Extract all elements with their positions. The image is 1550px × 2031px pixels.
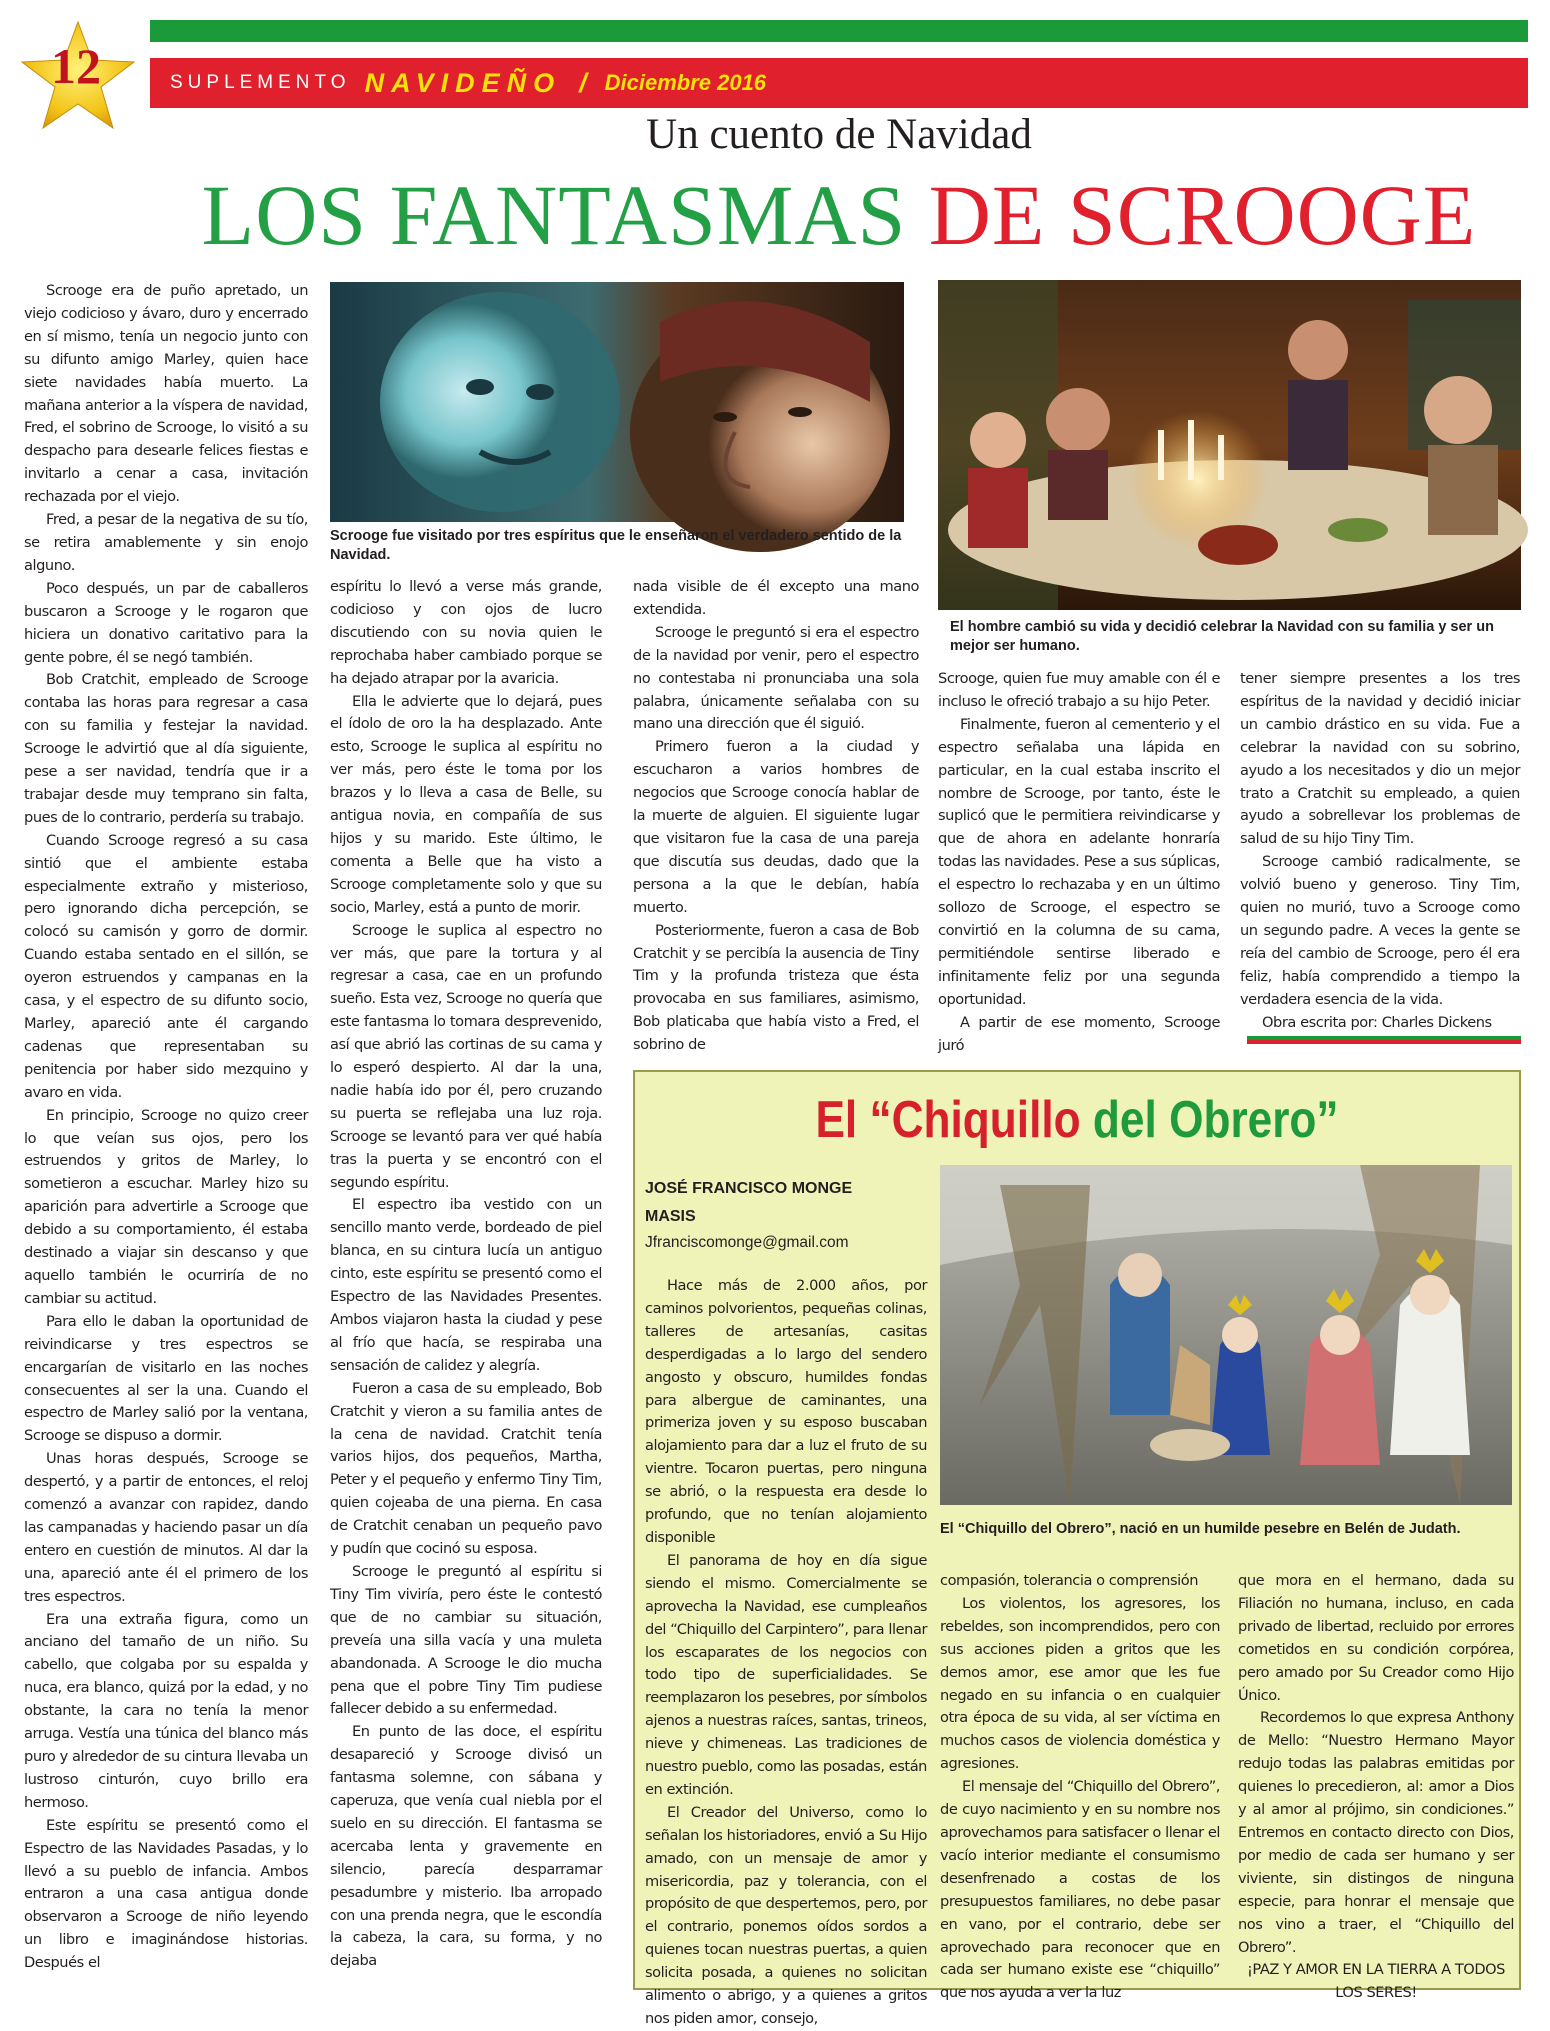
box-title <box>700 1080 1455 1160</box>
box-title-open: El “ <box>815 1091 892 1149</box>
photo-nativity-caption: El “Chiquillo del Obrero”, nació en un humilde pesebre en Belén de Judath. <box>940 1521 1461 1537</box>
article-column-4 <box>938 668 1220 1057</box>
paragraph: El mensaje del “Chiquillo del Obrero”, de cuyo nacimiento y en su nombre nos aprovechamos para satisfacer o llenar el vacío interior mediante el consumismo desenfrenado a costas de los presupuestos familiares, no debe pasar en vano, por el contrario, debe ser aprovechado para reconocer que en cada ser humano existe ese “chiquillo” que nos ayuda a ver la luz <box>940 1778 1220 2002</box>
paragraph: Obra escrita por: Charles Dickens <box>1262 1013 1492 1031</box>
section-name: NAVIDEÑO <box>364 67 562 98</box>
paragraph: Cuando Scrooge regresó a su casa sintió que el ambiente estaba especialmente extraño y misterioso, pero ignorando dicha percepción, se colocó su camisón y gorro de dormir. Cuando estaba sentado en el sillón, se oyeron estruendos y campanas en la casa, y el espectro de su difunto socio, Marley, apareció ante él cargando cadenas que representaban su penitencia por haber sido mezquino y avaro en vida. <box>24 831 308 1101</box>
closing-line: ¡PAZ Y AMOR EN LA TIERRA A TODOS LOS SERES! <box>1247 1961 1505 2002</box>
photo-dinner-caption: El hombre cambió su vida y decidió celebrar la Navidad con su familia y ser un mejor ser humano. <box>950 619 1494 654</box>
paragraph: El espectro iba vestido con un sencillo manto verde, bordeado de piel blanca, en su cintura lucía un antiguo cinto, este espíritu se presentó como el Espectro de las Navidades Presentes. Ambos viajaron hasta la ciudad y pese al frío que hacía, se respiraba una sensación de calidez y alegría. <box>330 1196 602 1374</box>
photo-ghost-scrooge <box>330 282 904 522</box>
header-white-bar <box>150 42 1528 58</box>
paragraph: Scrooge cambió radicalmente, se volvió bueno y generoso. Tiny Tim, quien no murió, tuvo a Scrooge como un segundo padre. A veces la gente se reía del cambio de Scrooge, pero él era feliz, había comprendido a tiempo la verdadera esencia de la vida. <box>1240 853 1520 1008</box>
photo-nativity <box>940 1165 1512 1505</box>
paragraph: Posteriormente, fueron a casa de Bob Cratchit y se percibía la ausencia de Tiny Tim y la profunda tristeza que ésta provocaba en sus familiares, asimismo, Bob platicaba que había visto a Fred, el sobrino de <box>633 921 919 1054</box>
page-number: 12 <box>51 38 101 94</box>
section-label: SUPLEMENTO <box>170 72 351 93</box>
paragraph: El panorama de hoy en día sigue siendo el mismo. Comercialmente se aprovecha la Navidad, ese cumpleaños del “Chiquillo del Carpintero”, para llenar los escaparates de los negocios con todo tipo de superficialidades. Se reemplazaron los pesebres, por símbolos ajenos a nuestras raíces, santas, trineos, nieve y chimeneas. Las tradiciones de nuestro pueblo, como las posadas, están en extinción. <box>645 1551 927 1798</box>
paragraph: espíritu lo llevó a verse más grande, codicioso y con ojos de lucro discutiendo con su novia quien le reprochaba haber cambiado porque se ha dejado atrapar por la avaricia. <box>330 578 602 687</box>
header-green-bar <box>150 20 1528 42</box>
title-part-green: LOS FANTASMAS <box>201 167 907 263</box>
paragraph: En principio, Scrooge no quizo creer lo que veían sus ojos, pero los estruendos y gritos de Marley, lo sometieron a escuchar. Marley hizo su aparición para advertirle a Scrooge que debido a su comportamiento, él estaba destinado a viajar sin descanso y que aquello también le ocurriría de no cambiar su actitud. <box>24 1106 308 1307</box>
paragraph: Era una extraña figura, como un anciano del tamaño de un niño. Su cabello, que colgaba por su espalda y nuca, era blanco, quizá por la edad, y no obstante, la cara no tenía la menor arruga. Vestía una túnica del blanco más puro y alrededor de su cintura llevaba un lustroso cinturón, cuyo brillo era hermoso. <box>24 1610 308 1811</box>
article-column-2 <box>330 576 602 1973</box>
box-divider-red <box>1247 1040 1521 1044</box>
paragraph: Scrooge le suplica al espectro no ver más, que pare la tortura y al regresar a casa, cae en un profundo sueño. Esta vez, Scrooge no quería que este fantasma lo tomara desprevenido, así que abrió las cortinas de su cama y lo esperó despierto. Al dar la una, nadie había ido por él, pero cruzando su puerta se reflejaba una luz roja. Scrooge se levantó para ver qué había tras la puerta y se encontró con el segundo espíritu. <box>330 921 602 1191</box>
box-column-1 <box>645 1275 927 2031</box>
paragraph: Primero fueron a la ciudad y escucharon a varios hombres de negocios que Scrooge conocía hablar de la muerte de alguien. El siguiente lugar que visitaron fue la casa de una pareja que discutía sus deudas, dado que la persona a la que le debían, había muerto. <box>633 738 919 916</box>
paragraph: Finalmente, fueron al cementerio y el espectro señalaba una lápida en particular, en la cual estaba inscrito el nombre de Scrooge, por tanto, éste le suplicó que le permitiera reivindicarse y que de ahora en adelante honraría todas las navidades. Pese a sus súplicas, el espectro lo rechazaba y en un último sollozo de Scrooge, el espectro se convirtió en la columna de su cama, permitiéndole sentirse liberado e infinitamente feliz por una segunda oportunidad. <box>938 715 1220 1008</box>
paragraph: Los violentos, los agresores, los rebeldes, son incomprendidos, pero con sus acciones piden a gritos que les demos amor, ese amor que les fue negado en su infancia o en cualquier otra época de su vida, al ser víctima en muchos casos de violencia doméstica y agresiones. <box>940 1594 1220 1773</box>
paragraph: Ella le advierte que lo dejará, pues el ídolo de oro la ha desplazado. Ante esto, Scrooge le suplica al espíritu no ver más, pero éste le toma por los brazos y lo lleva a casa de Belle, su antigua novia, en compañía de sus hijos y su marido. Este último, le comenta a Belle que ha visto a Scrooge completamente solo y que su socio, Marley, está a punto de morir. <box>330 692 602 916</box>
paragraph: Este espíritu se presentó como el Espectro de las Navidades Pasadas, y lo llevó a su pueblo de infancia. Ambos entraron a una casa antigua donde observaron a Scrooge de niño leyendo un libro e imaginándose historias. Después el <box>24 1816 308 1972</box>
paragraph: Unas horas después, Scrooge se despertó, y a partir de entonces, el reloj comenzó a avanzar con rapidez, dando las campanadas y haciendo pasar un día entero en cuestión de minutos. Al dar la una, apareció ante él el primero de los tres espectros. <box>24 1450 308 1605</box>
box-column-2 <box>940 1570 1220 2005</box>
paragraph: Scrooge le preguntó si era el espectro de la navidad por venir, pero el espectro no contestaba ni pronunciaba una sola palabra, únicamente señalaba con su mano una dirección que él siguió. <box>633 623 919 733</box>
title-part-red: DE SCROOGE <box>928 167 1477 263</box>
header-section <box>170 58 766 108</box>
box-title-red: Chiquillo <box>891 1091 1081 1149</box>
box-column-3 <box>1238 1570 1514 2005</box>
paragraph: El Creador del Universo, como lo señalan los historiadores, envió a Su Hijo amado, con un mensaje de amor y misericordia, paz y tolerancia, con el propósito de que despertemos, pero, por el contrario, ponemos oídos sordos a quienes tocan nuestras puertas, a quien solicita posada, a quienes no solicitan alimento o abrigo, y a quienes a gritos nos piden amor, consejo, <box>645 1803 927 2027</box>
paragraph: Scrooge le preguntó al espíritu si Tiny Tim viviría, pero éste le contestó que de no cambiar su situación, preveía una silla vacía y una muleta abandonada. A Scrooge le dio mucha pena que el pobre Tiny Tim pudiese fallecer debido a su enfermedad. <box>330 1562 602 1718</box>
paragraph: Para ello le daban la oportunidad de reivindicarse y tres espectros se encargarían de visitarlo en las noches consecuentes al ser la una. Cuando el espectro de Marley salió por la ventana, Scrooge se dispuso a dormir. <box>24 1312 308 1445</box>
header-separator: / <box>579 67 587 98</box>
box-title-green: del Obrero <box>1092 1091 1317 1149</box>
article-column-1 <box>24 280 308 1975</box>
issue-date: Diciembre 2016 <box>604 70 767 95</box>
paragraph: nada visible de él excepto una mano extendida. <box>633 578 919 618</box>
article-column-5 <box>1240 668 1520 1035</box>
paragraph: compasión, tolerancia o comprensión <box>940 1572 1199 1589</box>
box-author: JOSÉ FRANCISCO MONGE MASIS <box>645 1180 853 1225</box>
paragraph: Fueron a casa de su empleado, Bob Cratchit y vieron a su familia antes de la cena de navidad. Cratchit tenía varios hijos, dos pequeños, Martha, Peter y el pequeño y enfermo Tiny Tim, quien cojeaba de una pierna. En casa de Cratchit cenaban un pequeño pavo y pudín que cocinó su esposa. <box>330 1379 602 1558</box>
paragraph: Hace más de 2.000 años, por caminos polvorientos, pequeñas colinas, talleres de artesanías, casitas desperdigadas a lo largo del sendero angosto y obscuro, humildes fondas para albergue de caminantes, una primeriza joven y su esposo buscaban alojamiento para dar a luz el fruto de su vientre. Tocaron puertas, pero ninguna se abrió, o la respuesta era desde lo profundo, que no tenían alojamiento disponible <box>645 1277 927 1546</box>
paragraph: que mora en el hermano, dada su Filiación no humana, incluso, en cada privado de libertad, recluido por errores cometidos en su condición corpórea, pero amado por Su Creador como Hijo Único. <box>1238 1572 1514 1704</box>
paragraph: Bob Cratchit, empleado de Scrooge contaba las horas para regresar a casa con su familia y festejar la navidad. Scrooge le advirtió que al día siguiente, pese a ser navidad, tendría que ir a trabajar desde muy temprano sin falta, pues de lo contrario, perdería su trabajo. <box>24 671 308 826</box>
article-column-3 <box>633 576 919 1057</box>
paragraph: En punto de las doce, el espíritu desapareció y Scrooge divisó un fantasma solemne, con sábana y caperuza, que venía cual niebla por el suelo en su dirección. El fantasma se acercaba lenta y gravemente en silencio, parecía desparramar pesadumbre y misterio. Iba arropado con una prenda negra, que le escondía la cabeza, la cara, su forma, y no dejaba <box>330 1723 602 1970</box>
paragraph: Fred, a pesar de la negativa de su tío, se retira amablemente y sin enojo alguno. <box>24 511 308 574</box>
paragraph: Recordemos lo que expresa Anthony de Mello: “Nuestro Hermano Mayor redujo todas las palabras emitidas por quienes lo precedieron, al: amor a Dios y al amor al prójimo, sin condiciones.” Entremos en contacto directo con Dios, por medio de cada ser humano y ser viviente, sin distingos de ninguna especie, para honrar el mensaje que nos vino a traer, el “Chiquillo del Obrero”. <box>1238 1709 1514 1956</box>
box-title-close: ” <box>1316 1091 1339 1149</box>
photo-christmas-dinner <box>938 280 1521 610</box>
article-subtitle: Un cuento de Navidad <box>646 111 1032 158</box>
paragraph: Poco después, un par de caballeros buscaron a Scrooge y le rogaron que hiciera un donativo caritativo para la gente pobre, él se negó también. <box>24 579 308 666</box>
paragraph: tener siempre presentes a los tres espíritus de la navidad y decidió iniciar un cambio drástico en su vida. Fue a celebrar la navidad con su sobrino, ayudo a los necesitados y dio un mejor trato a Cratchit su empleado, a quien ayudo a sobrellevar los problemas de salud de su hijo Tiny Tim. <box>1240 670 1520 848</box>
article-title <box>150 165 1528 265</box>
paragraph: Scrooge era de puño apretado, un viejo codicioso y ávaro, duro y encerrado en sí mismo, tenía un negocio junto con su difunto amigo Marley, quien hace siete navidades había muerto. La mañana anterior a la víspera de navidad, Fred, el sobrino de Scrooge, lo visitó a su despacho para desearle felices fiestas e invitarlo a cenar a casa, invitación rechazada por el viejo. <box>24 282 308 506</box>
paragraph: Scrooge, quien fue muy amable con él e incluso le ofreció trabajo a su hijo Peter. <box>938 670 1220 710</box>
box-email: Jfranciscomonge@gmail.com <box>645 1234 849 1251</box>
paragraph: A partir de ese momento, Scrooge juró <box>938 1013 1220 1054</box>
photo-ghost-caption: Scrooge fue visitado por tres espíritus que le enseñaron el verdadero sentido de la Navidad. <box>330 528 902 563</box>
